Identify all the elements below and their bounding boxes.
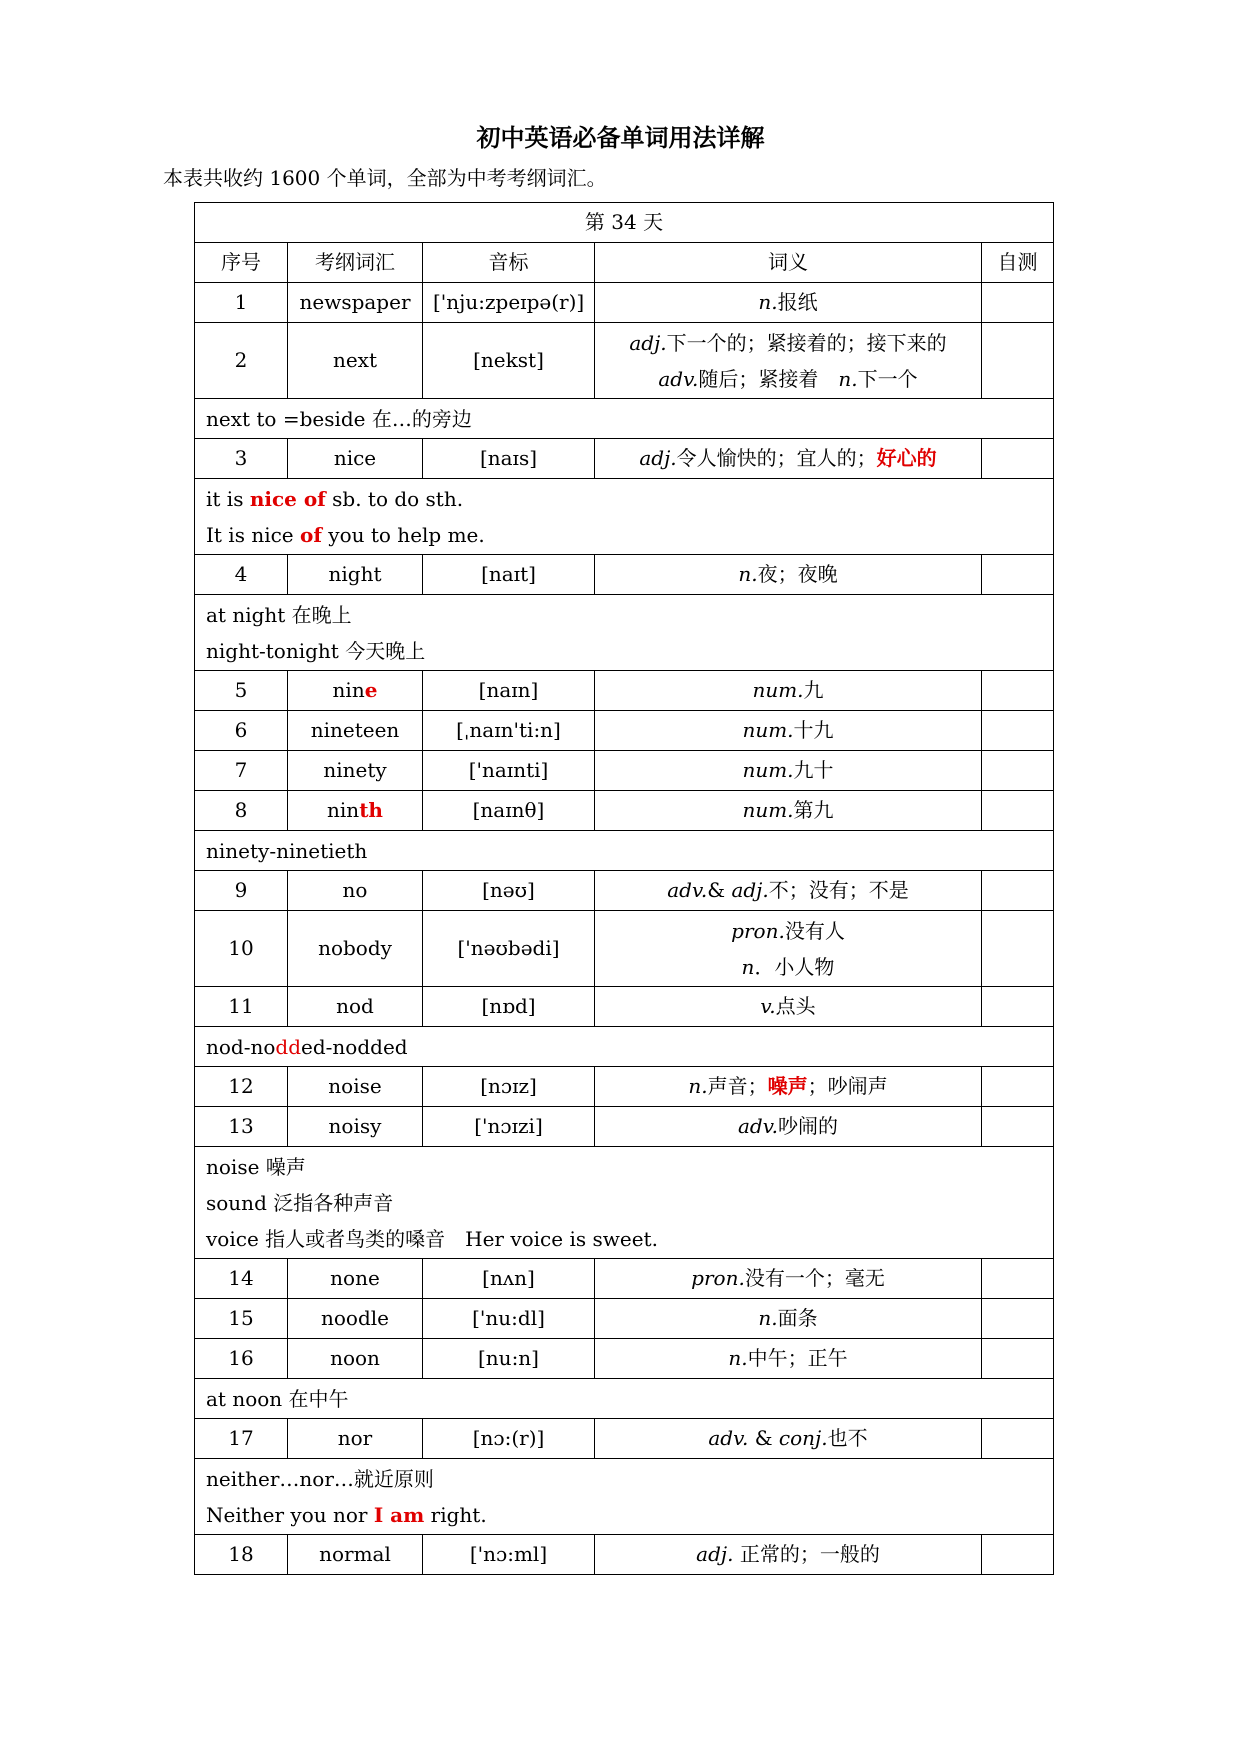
entry-number: 18: [195, 1535, 288, 1575]
text-segment: It is nice: [206, 522, 300, 547]
entry-number: 16: [195, 1339, 288, 1379]
word-row: [195, 987, 1054, 1027]
word-row: [195, 1299, 1054, 1339]
entry-word: noodle: [288, 1299, 423, 1339]
text-segment: it is: [206, 486, 250, 511]
text-segment: 中午；正午: [747, 1346, 848, 1370]
entry-meaning: [595, 283, 982, 323]
part-of-speech: pron.: [731, 918, 785, 943]
meaning-line: [605, 1299, 971, 1338]
part-of-speech: adv.: [667, 878, 708, 902]
meaning-line: [605, 871, 971, 910]
entry-meaning: [595, 1535, 982, 1575]
entry-phonetic: ['nəʊbədi]: [423, 911, 595, 987]
text-segment: sound 泛指各种声音: [206, 1190, 394, 1215]
part-of-speech: n: [741, 954, 755, 979]
entry-meaning: [595, 911, 982, 987]
entry-meaning: [595, 323, 982, 399]
highlight-text: 好心的: [876, 446, 937, 470]
entry-phonetic: [nekst]: [423, 323, 595, 399]
self-test-cell: [982, 1299, 1054, 1339]
meaning-line: [605, 1535, 971, 1574]
text-segment: nin: [332, 678, 365, 702]
text-segment: &: [707, 878, 732, 902]
word-row: [195, 555, 1054, 595]
text-segment: 第九: [793, 798, 834, 822]
note-line: [206, 401, 1043, 437]
text-segment: voice 指人或者鸟类的嗓音 Her voice is sweet.: [206, 1226, 658, 1251]
entry-word: nod: [288, 987, 423, 1027]
self-test-cell: [982, 1107, 1054, 1147]
entry-phonetic: ['nju:zpeɪpə(r)]: [423, 283, 595, 323]
entry-phonetic: [ˌnaɪn'ti:n]: [423, 711, 595, 751]
text-segment: night-tonight 今天晚上: [206, 638, 426, 663]
text-segment: 随后；紧接着: [698, 366, 839, 391]
word-row: [195, 711, 1054, 751]
entry-number: 2: [195, 323, 288, 399]
entry-number: 15: [195, 1299, 288, 1339]
meaning-line: [605, 1339, 971, 1378]
self-test-cell: [982, 1259, 1054, 1299]
entry-word: none: [288, 1259, 423, 1299]
meaning-line: [605, 1259, 971, 1298]
entry-number: 4: [195, 555, 288, 595]
usage-note: [195, 595, 1054, 671]
header-self-test: 自测: [982, 243, 1054, 283]
meaning-line: [605, 791, 971, 830]
note-row: [195, 1459, 1054, 1535]
entry-number: 1: [195, 283, 288, 323]
entry-phonetic: ['nu:dl]: [423, 1299, 595, 1339]
entry-meaning: [595, 1339, 982, 1379]
vocab-table: [194, 202, 1054, 1575]
entry-word: newspaper: [288, 283, 423, 323]
note-line: [206, 481, 1043, 517]
part-of-speech: adj.: [696, 1542, 734, 1566]
word-row: [195, 323, 1054, 399]
header-word: 考纲词汇: [288, 243, 423, 283]
entry-number: 9: [195, 871, 288, 911]
entry-phonetic: [nu:n]: [423, 1339, 595, 1379]
text-segment: 十九: [793, 718, 834, 742]
text-segment: 下一个: [857, 366, 918, 391]
highlight-text: 噪声: [767, 1074, 808, 1098]
text-segment: right.: [424, 1502, 487, 1527]
text-segment: at noon 在中午: [206, 1386, 349, 1411]
text-segment: 面条: [777, 1306, 818, 1330]
entry-word: noise: [288, 1067, 423, 1107]
entry-word: nobody: [288, 911, 423, 987]
entry-meaning: [595, 791, 982, 831]
text-segment: Neither you nor: [206, 1502, 374, 1527]
entry-phonetic: [naɪnθ]: [423, 791, 595, 831]
meaning-line: [605, 949, 971, 985]
entry-phonetic: [naɪs]: [423, 439, 595, 479]
word-row: [195, 1535, 1054, 1575]
self-test-cell: [982, 323, 1054, 399]
header-phonetic: 音标: [423, 243, 595, 283]
meaning-line: [605, 987, 971, 1026]
entry-word: nineteen: [288, 711, 423, 751]
self-test-cell: [982, 987, 1054, 1027]
entry-number: 8: [195, 791, 288, 831]
day-row: [195, 203, 1054, 243]
part-of-speech: n.: [838, 366, 858, 391]
entry-word: next: [288, 323, 423, 399]
entry-word: noisy: [288, 1107, 423, 1147]
text-segment: 吵闹的: [778, 1114, 838, 1138]
intro-text: 本表共收约 1600 个单词，全部为中考考纲词汇。: [163, 166, 607, 190]
part-of-speech: conj.: [778, 1426, 828, 1450]
note-line: [206, 1221, 1043, 1257]
note-line: [206, 1029, 1043, 1065]
entry-phonetic: [naɪn]: [423, 671, 595, 711]
meaning-line: [605, 1419, 971, 1458]
entry-meaning: [595, 1259, 982, 1299]
usage-note: [195, 399, 1054, 439]
meaning-line: [605, 555, 971, 594]
note-row: [195, 479, 1054, 555]
part-of-speech: adj.: [629, 330, 667, 355]
entry-number: 5: [195, 671, 288, 711]
highlight-text: I am: [373, 1502, 425, 1527]
part-of-speech: pron.: [691, 1266, 745, 1290]
entry-meaning: [595, 1067, 982, 1107]
self-test-cell: [982, 1339, 1054, 1379]
meaning-line: [605, 671, 971, 710]
part-of-speech: adv.: [708, 1426, 749, 1450]
meaning-line: [605, 1107, 971, 1146]
usage-note: [195, 1459, 1054, 1535]
text-segment: 没有人: [784, 918, 845, 943]
note-line: [206, 1381, 1043, 1417]
self-test-cell: [982, 1419, 1054, 1459]
note-row: [195, 831, 1054, 871]
part-of-speech: num.: [742, 798, 794, 822]
entry-number: 13: [195, 1107, 288, 1147]
entry-meaning: [595, 1107, 982, 1147]
usage-note: [195, 479, 1054, 555]
entry-number: 3: [195, 439, 288, 479]
self-test-cell: [982, 711, 1054, 751]
header-meaning: 词义: [595, 243, 982, 283]
word-row: [195, 1259, 1054, 1299]
entry-number: 14: [195, 1259, 288, 1299]
highlight-text: of: [299, 522, 322, 547]
entry-phonetic: [naɪt]: [423, 555, 595, 595]
text-segment: 下一个的；紧接着的；接下来的: [666, 330, 947, 355]
self-test-cell: [982, 671, 1054, 711]
meaning-line: [605, 751, 971, 790]
text-segment: 夜；夜晚: [757, 562, 838, 586]
highlight-text: dd: [275, 1034, 302, 1059]
entry-word: ninety: [288, 751, 423, 791]
self-test-cell: [982, 439, 1054, 479]
note-line: [206, 1497, 1043, 1533]
entry-meaning: [595, 751, 982, 791]
header-number: 序号: [195, 243, 288, 283]
meaning-line: [605, 439, 971, 478]
entry-meaning: [595, 671, 982, 711]
part-of-speech: num.: [752, 678, 804, 702]
self-test-cell: [982, 1067, 1054, 1107]
entry-meaning: [595, 555, 982, 595]
entry-word: [288, 791, 423, 831]
meaning-line: [605, 1067, 971, 1106]
entry-phonetic: [nɔ:(r)]: [423, 1419, 595, 1459]
word-row: [195, 871, 1054, 911]
text-segment: nin: [327, 798, 360, 822]
text-segment: 声音；: [707, 1074, 768, 1098]
text-segment: nod-no: [206, 1034, 276, 1059]
note-row: [195, 1147, 1054, 1259]
note-line: [206, 633, 1043, 669]
entry-meaning: [595, 439, 982, 479]
text-segment: at night 在晚上: [206, 602, 352, 627]
entry-number: 17: [195, 1419, 288, 1459]
entry-number: 6: [195, 711, 288, 751]
part-of-speech: n.: [728, 1346, 748, 1370]
usage-note: [195, 1379, 1054, 1419]
part-of-speech: adv.: [658, 366, 699, 391]
word-row: [195, 751, 1054, 791]
entry-word: normal: [288, 1535, 423, 1575]
self-test-cell: [982, 911, 1054, 987]
text-segment: sb. to do sth.: [325, 486, 464, 511]
note-line: [206, 1185, 1043, 1221]
text-segment: 报纸: [777, 290, 818, 314]
text-segment: you to help me.: [321, 522, 485, 547]
entry-phonetic: ['naɪnti]: [423, 751, 595, 791]
entry-word: no: [288, 871, 423, 911]
text-segment: neither…nor…就近原则: [206, 1466, 434, 1491]
word-row: [195, 911, 1054, 987]
entry-word: nor: [288, 1419, 423, 1459]
entry-word: night: [288, 555, 423, 595]
entry-number: 10: [195, 911, 288, 987]
usage-note: [195, 1147, 1054, 1259]
meaning-line: [605, 711, 971, 750]
meaning-line: [605, 283, 971, 322]
entry-phonetic: [nɔɪz]: [423, 1067, 595, 1107]
entry-meaning: [595, 871, 982, 911]
text-segment: ed-nodded: [301, 1034, 408, 1059]
note-row: [195, 1027, 1054, 1067]
meaning-line: [605, 913, 971, 949]
self-test-cell: [982, 751, 1054, 791]
part-of-speech: adv.: [737, 1114, 778, 1138]
word-row: [195, 1067, 1054, 1107]
entry-phonetic: [nəʊ]: [423, 871, 595, 911]
word-row: [195, 283, 1054, 323]
note-line: [206, 517, 1043, 553]
highlight-text: th: [359, 798, 383, 822]
text-segment: 不；没有；不是: [768, 878, 909, 902]
page-title: 初中英语必备单词用法详解: [476, 123, 765, 152]
text-segment: next to =beside 在…的旁边: [206, 406, 472, 431]
entry-meaning: [595, 711, 982, 751]
entry-phonetic: ['nɔɪzi]: [423, 1107, 595, 1147]
text-segment: &: [748, 1426, 779, 1450]
word-row: [195, 1339, 1054, 1379]
entry-number: 7: [195, 751, 288, 791]
usage-note: [195, 831, 1054, 871]
note-line: [206, 833, 1043, 869]
entry-number: 12: [195, 1067, 288, 1107]
meaning-line: [605, 325, 971, 361]
entry-meaning: [595, 987, 982, 1027]
header-row: [195, 243, 1054, 283]
word-row: [195, 671, 1054, 711]
note-row: [195, 399, 1054, 439]
part-of-speech: adj.: [639, 446, 677, 470]
text-segment: 没有一个；毫无: [744, 1266, 885, 1290]
text-segment: ninety-ninetieth: [206, 838, 368, 863]
part-of-speech: n.: [738, 562, 758, 586]
text-segment: 正常的；一般的: [733, 1542, 880, 1566]
self-test-cell: [982, 1535, 1054, 1575]
word-row: [195, 439, 1054, 479]
part-of-speech: n.: [688, 1074, 708, 1098]
part-of-speech: v.: [760, 994, 776, 1018]
entry-word: noon: [288, 1339, 423, 1379]
highlight-text: e: [364, 678, 378, 702]
entry-number: 11: [195, 987, 288, 1027]
text-segment: 九: [803, 678, 824, 702]
entry-phonetic: [nʌn]: [423, 1259, 595, 1299]
text-segment: ．小人物: [754, 954, 835, 979]
entry-meaning: [595, 1299, 982, 1339]
entry-word: nice: [288, 439, 423, 479]
text-segment: ；吵闹声: [807, 1074, 888, 1098]
usage-note: [195, 1027, 1054, 1067]
text-segment: noise 噪声: [206, 1154, 306, 1179]
note-line: [206, 597, 1043, 633]
day-label: 第 34 天: [195, 203, 1054, 243]
word-row: [195, 791, 1054, 831]
part-of-speech: num.: [742, 718, 794, 742]
self-test-cell: [982, 791, 1054, 831]
entry-meaning: [595, 1419, 982, 1459]
entry-word: [288, 671, 423, 711]
highlight-text: nice of: [249, 486, 326, 511]
note-line: [206, 1461, 1043, 1497]
text-segment: 九十: [793, 758, 834, 782]
part-of-speech: n.: [758, 290, 778, 314]
note-row: [195, 595, 1054, 671]
word-row: [195, 1419, 1054, 1459]
self-test-cell: [982, 871, 1054, 911]
part-of-speech: num.: [742, 758, 794, 782]
entry-phonetic: ['nɔ:ml]: [423, 1535, 595, 1575]
text-segment: 也不: [827, 1426, 868, 1450]
text-segment: 点头: [775, 994, 816, 1018]
note-row: [195, 1379, 1054, 1419]
part-of-speech: n.: [758, 1306, 778, 1330]
meaning-line: [605, 361, 971, 397]
self-test-cell: [982, 555, 1054, 595]
entry-phonetic: [nɒd]: [423, 987, 595, 1027]
text-segment: 令人愉快的；宜人的；: [676, 446, 877, 470]
word-row: [195, 1107, 1054, 1147]
part-of-speech: adj.: [731, 878, 769, 902]
self-test-cell: [982, 283, 1054, 323]
note-line: [206, 1149, 1043, 1185]
